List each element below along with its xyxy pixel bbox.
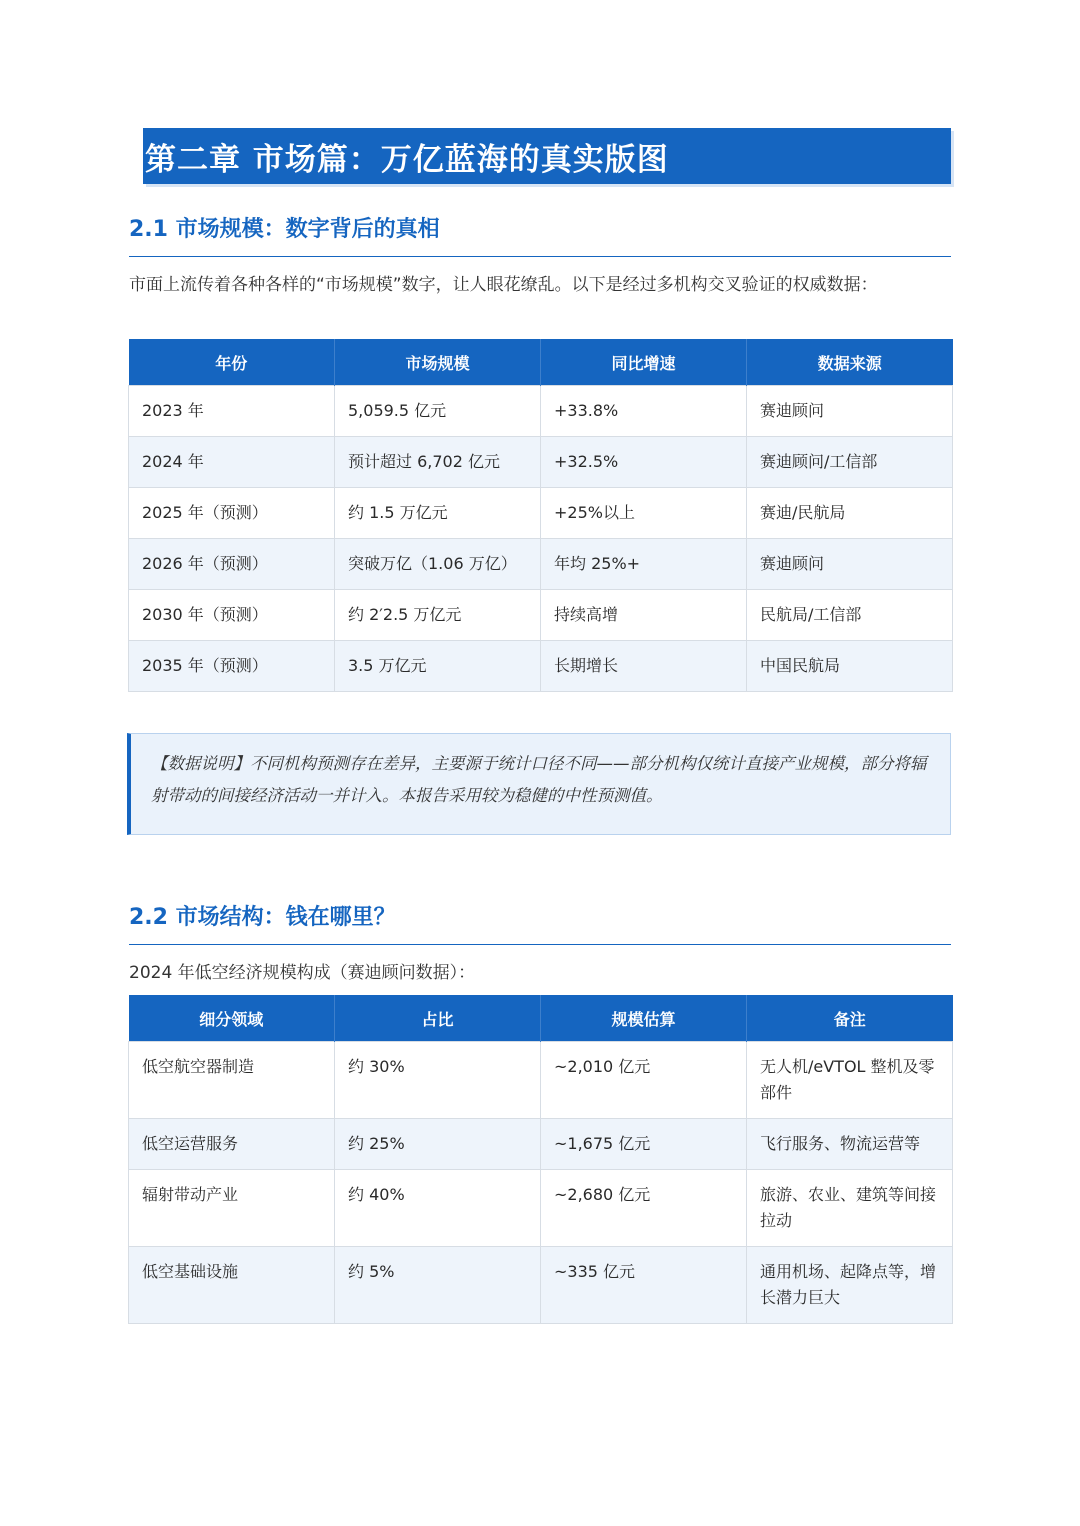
table-cell: 长期增长 — [541, 641, 747, 692]
table-cell: 飞行服务、物流运营等 — [747, 1119, 953, 1170]
column-header: 占比 — [335, 995, 541, 1042]
table-cell: 2024 年 — [129, 437, 335, 488]
table-cell: 约 2′2.5 万亿元 — [335, 590, 541, 641]
column-header: 数据来源 — [747, 339, 953, 386]
table-cell: 低空运营服务 — [129, 1119, 335, 1170]
chapter-title: 第二章 市场篇：万亿蓝海的真实版图 — [145, 142, 669, 178]
table-cell: 2035 年（预测） — [129, 641, 335, 692]
table-cell: 中国民航局 — [747, 641, 953, 692]
market-size-table — [128, 339, 953, 692]
section-title: 2.2 市场结构：钱在哪里？ — [129, 905, 396, 930]
table-row — [129, 641, 953, 692]
section-heading-2-1 — [129, 212, 951, 257]
table-row — [129, 590, 953, 641]
table-cell: 赛迪顾问 — [747, 386, 953, 437]
table-cell: 通用机场、起降点等，增长潜力巨大 — [747, 1247, 953, 1324]
table-row — [129, 1170, 953, 1247]
table-cell: 约 40% — [335, 1170, 541, 1247]
table-cell: 3.5 万亿元 — [335, 641, 541, 692]
table-cell: 突破万亿（1.06 万亿） — [335, 539, 541, 590]
table-cell: ~1,675 亿元 — [541, 1119, 747, 1170]
column-header: 规模估算 — [541, 995, 747, 1042]
table-cell: 赛迪/民航局 — [747, 488, 953, 539]
table-row — [129, 1042, 953, 1119]
chapter-banner — [143, 128, 951, 184]
column-header: 细分领域 — [129, 995, 335, 1042]
table-cell: 旅游、农业、建筑等间接拉动 — [747, 1170, 953, 1247]
table-cell: 约 1.5 万亿元 — [335, 488, 541, 539]
column-header: 同比增速 — [541, 339, 747, 386]
table-cell: 约 5% — [335, 1247, 541, 1324]
table-cell: 5,059.5 亿元 — [335, 386, 541, 437]
table-cell: 赛迪顾问 — [747, 539, 953, 590]
table-cell: 2030 年（预测） — [129, 590, 335, 641]
table-header-row — [129, 995, 953, 1042]
table-row — [129, 1119, 953, 1170]
intro-paragraph: 市面上流传着各种各样的“市场规模”数字，让人眼花缭乱。以下是经过多机构交叉验证的权威数据： — [129, 275, 878, 295]
table-cell: 2026 年（预测） — [129, 539, 335, 590]
table-cell: 约 30% — [335, 1042, 541, 1119]
data-note-text: 【数据说明】不同机构预测存在差异，主要源于统计口径不同——部分机构仅统计直接产业规模，部分将辐射带动的间接经济活动一并计入。本报告采用较为稳健的中性预测值。 — [151, 754, 927, 805]
table-row — [129, 488, 953, 539]
table-cell: 年均 25%+ — [541, 539, 747, 590]
market-structure-table — [128, 995, 953, 1324]
table-cell: ~2,010 亿元 — [541, 1042, 747, 1119]
table-cell: ~2,680 亿元 — [541, 1170, 747, 1247]
section-title: 2.1 市场规模：数字背后的真相 — [129, 217, 440, 242]
table-cell: +32.5% — [541, 437, 747, 488]
table-cell: 辐射带动产业 — [129, 1170, 335, 1247]
table-cell: ~335 亿元 — [541, 1247, 747, 1324]
table-cell: 持续高增 — [541, 590, 747, 641]
table-header-row — [129, 339, 953, 386]
table-cell: 赛迪顾问/工信部 — [747, 437, 953, 488]
intro-paragraph: 2024 年低空经济规模构成（赛迪顾问数据）： — [129, 963, 476, 983]
data-note-callout — [127, 733, 951, 835]
section-heading-2-2 — [129, 900, 951, 945]
table-cell: 约 25% — [335, 1119, 541, 1170]
table-cell: 民航局/工信部 — [747, 590, 953, 641]
table-cell: 低空基础设施 — [129, 1247, 335, 1324]
table-cell: +33.8% — [541, 386, 747, 437]
table-cell: +25%以上 — [541, 488, 747, 539]
column-header: 市场规模 — [335, 339, 541, 386]
table-cell: 2025 年（预测） — [129, 488, 335, 539]
table-cell: 低空航空器制造 — [129, 1042, 335, 1119]
table-row — [129, 539, 953, 590]
column-header: 备注 — [747, 995, 953, 1042]
table-cell: 2023 年 — [129, 386, 335, 437]
table-row — [129, 1247, 953, 1324]
table-cell: 无人机/eVTOL 整机及零部件 — [747, 1042, 953, 1119]
table-cell: 预计超过 6,702 亿元 — [335, 437, 541, 488]
column-header: 年份 — [129, 339, 335, 386]
table-row — [129, 386, 953, 437]
table-row — [129, 437, 953, 488]
